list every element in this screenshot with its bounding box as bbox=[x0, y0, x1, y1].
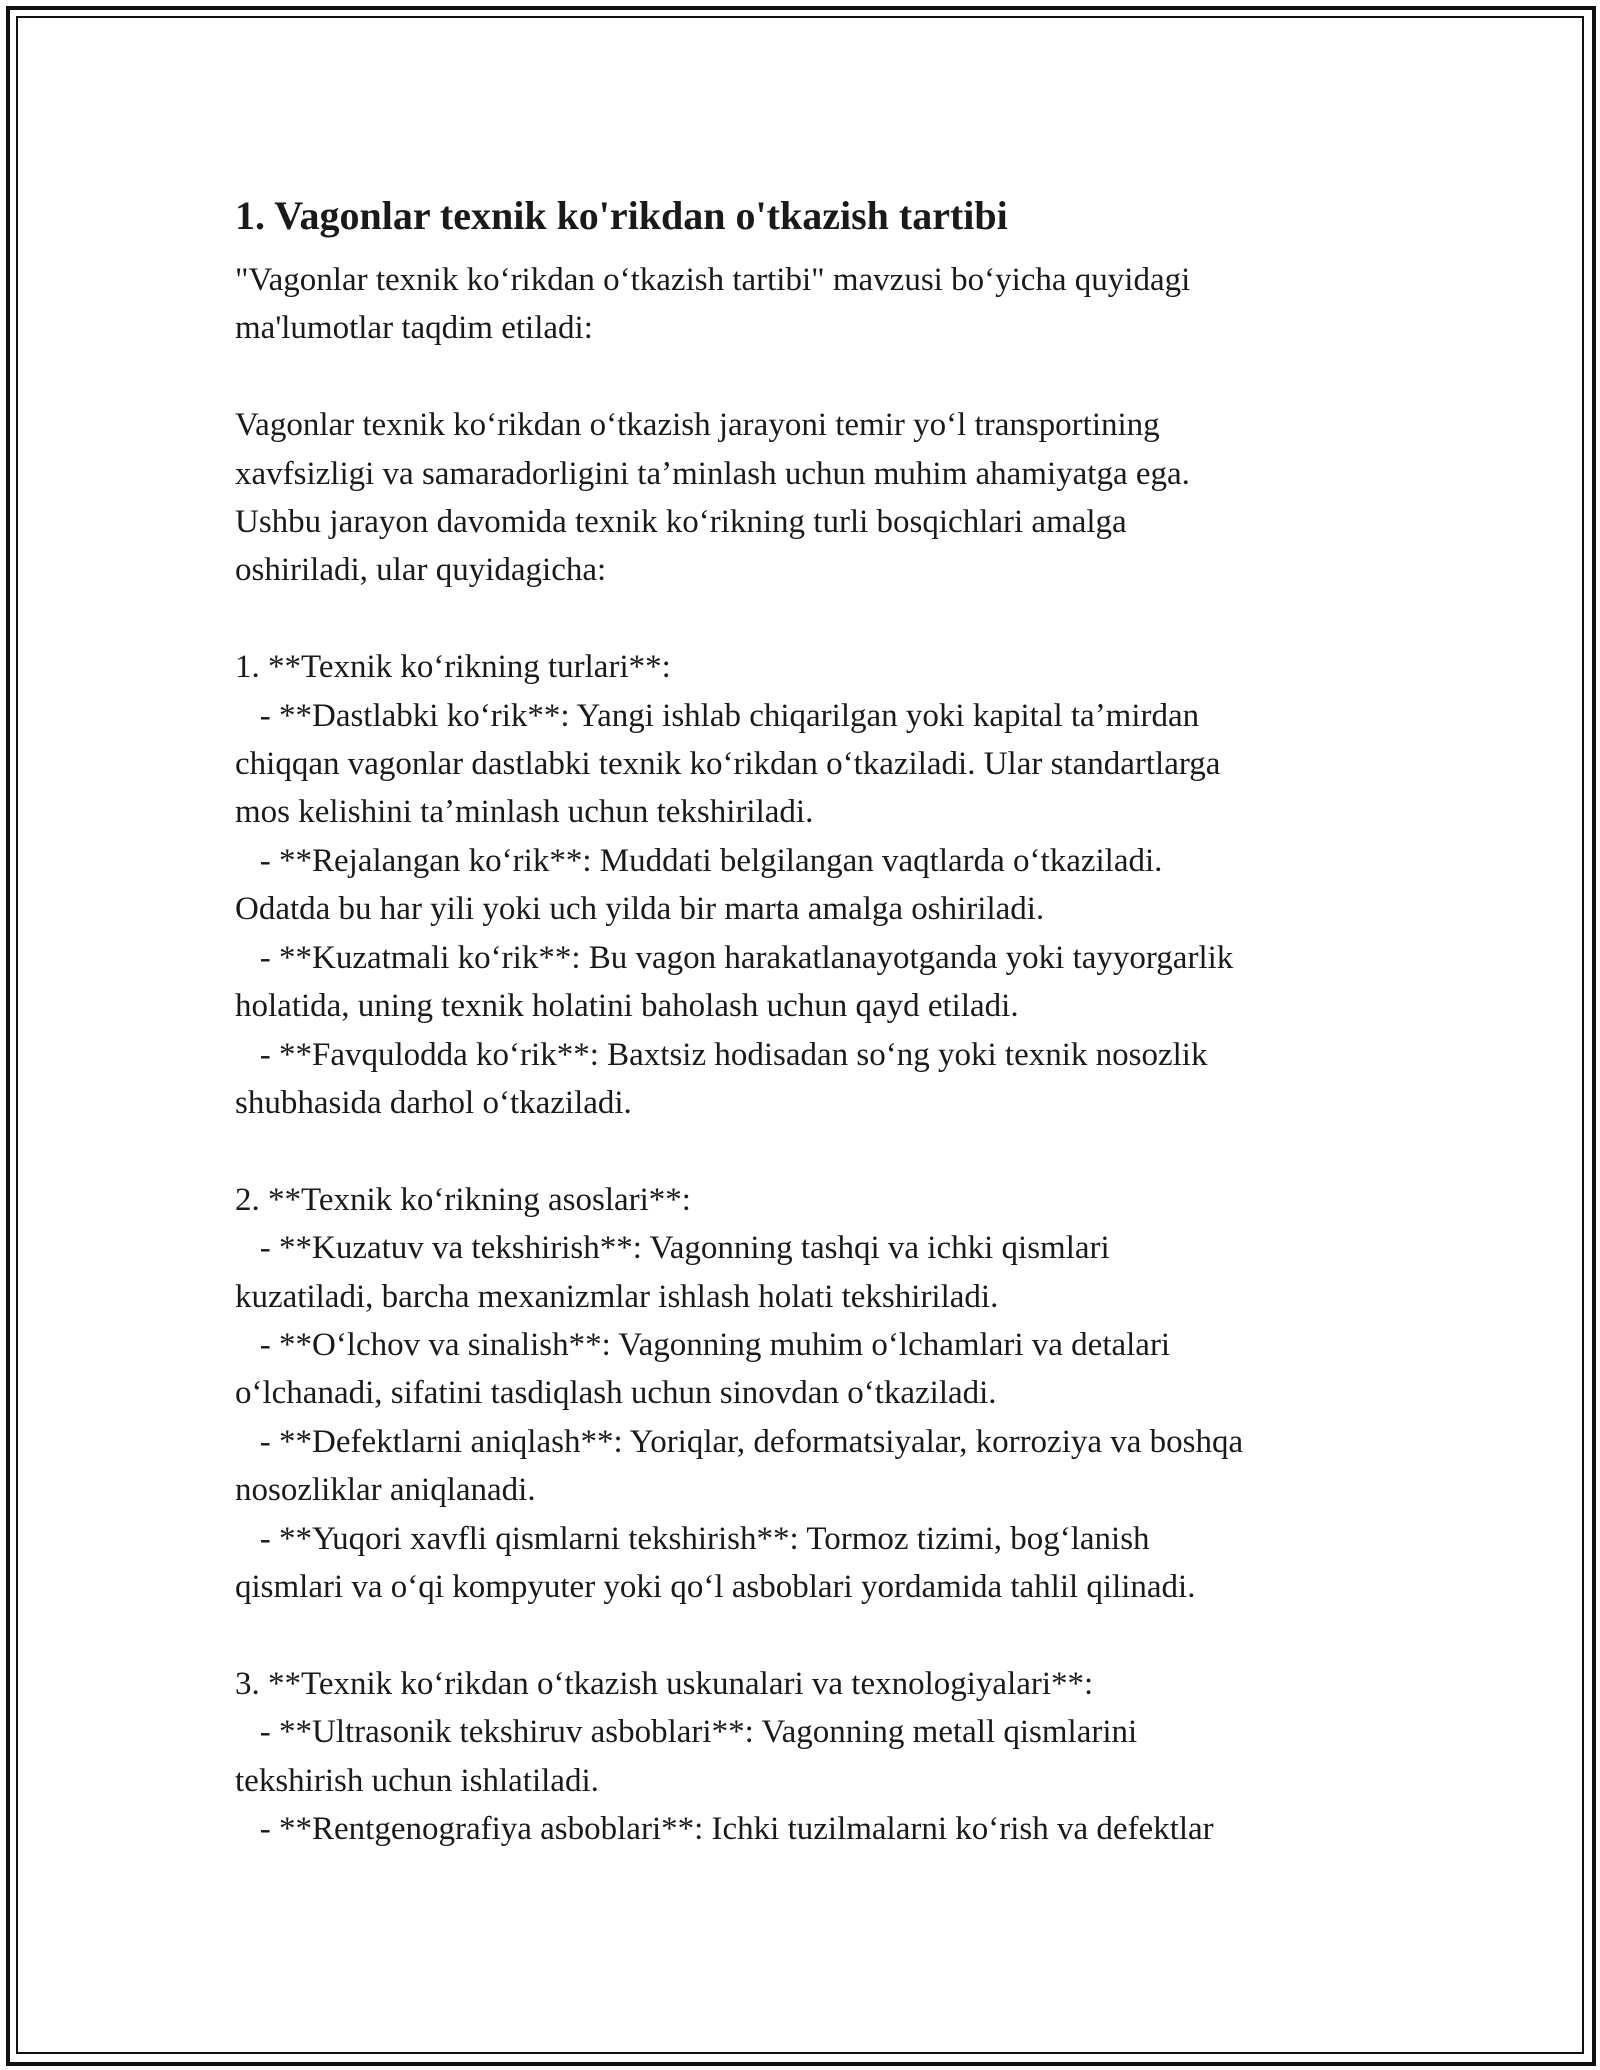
document-content bbox=[235, 190, 1405, 1853]
document-heading: 1. Vagonlar texnik ko'rikdan o'tkazish tartibi bbox=[235, 193, 1008, 238]
document-body: "Vagonlar texnik koʻrikdan oʻtkazish tartibi" mavzusi boʻyicha quyidagi ma'lumotlar taqdim etiladi: Vagonlar texnik koʻrikdan oʻtkazish jarayoni temir yoʻl transportining xavfsizligi va samaradorligini taʼminlash uchun muhim ahamiyatga ega. Ushbu jarayon davomida texnik koʻrikning turli bosqichlari amalga oshiriladi, ular quyidagicha: 1. **Texnik koʻrikning turlari**: - **Dastlabki koʻrik**: Yangi ishlab chiqarilgan yoki kapital taʼmirdan chiqqan vagonlar dastlabki texnik koʻrikdan oʻtkaziladi. Ular standartlarga mos kelishini taʼminlash uchun tekshiriladi. - **Rejalangan koʻrik**: Muddati belgilangan vaqtlarda oʻtkaziladi. Odatda bu har yili yoki uch yilda bir marta amalga oshiriladi. - **Kuzatmali koʻrik**: Bu vagon harakatlanayotganda yoki tayyorgarlik holatida, uning texnik holatini baholash uchun qayd etiladi. - **Favqulodda koʻrik**: Baxtsiz hodisadan soʻng yoki texnik nosozlik shubhasida darhol oʻtkaziladi. 2. **Texnik koʻrikning asoslari**: - **Kuzatuv va tekshirish**: Vagonning tashqi va ichki qismlari kuzatiladi, barcha mexanizmlar ishlash holati tekshiriladi. - **Oʻlchov va sinalish**: Vagonning muhim oʻlchamlari va detalari oʻlchanadi, sifatini tasdiqlash uchun sinovdan oʻtkaziladi. - **Defektlarni aniqlash**: Yoriqlar, deformatsiyalar, korroziya va boshqa nosozliklar aniqlanadi. - **Yuqori xavfli qismlarni tekshirish**: Tormoz tizimi, bogʻlanish qismlari va oʻqi kompyuter yoki qoʻl asboblari yordamida tahlil qilinadi. 3. **Texnik koʻrikdan oʻtkazish uskunalari va texnologiyalari**: - **Ultrasonik tekshiruv asboblari**: Vagonning metall qismlarini tekshirish uchun ishlatiladi. - **Rentgenografiya asboblari**: Ichki tuzilmalarni koʻrish va defektlar bbox=[235, 262, 1244, 1847]
